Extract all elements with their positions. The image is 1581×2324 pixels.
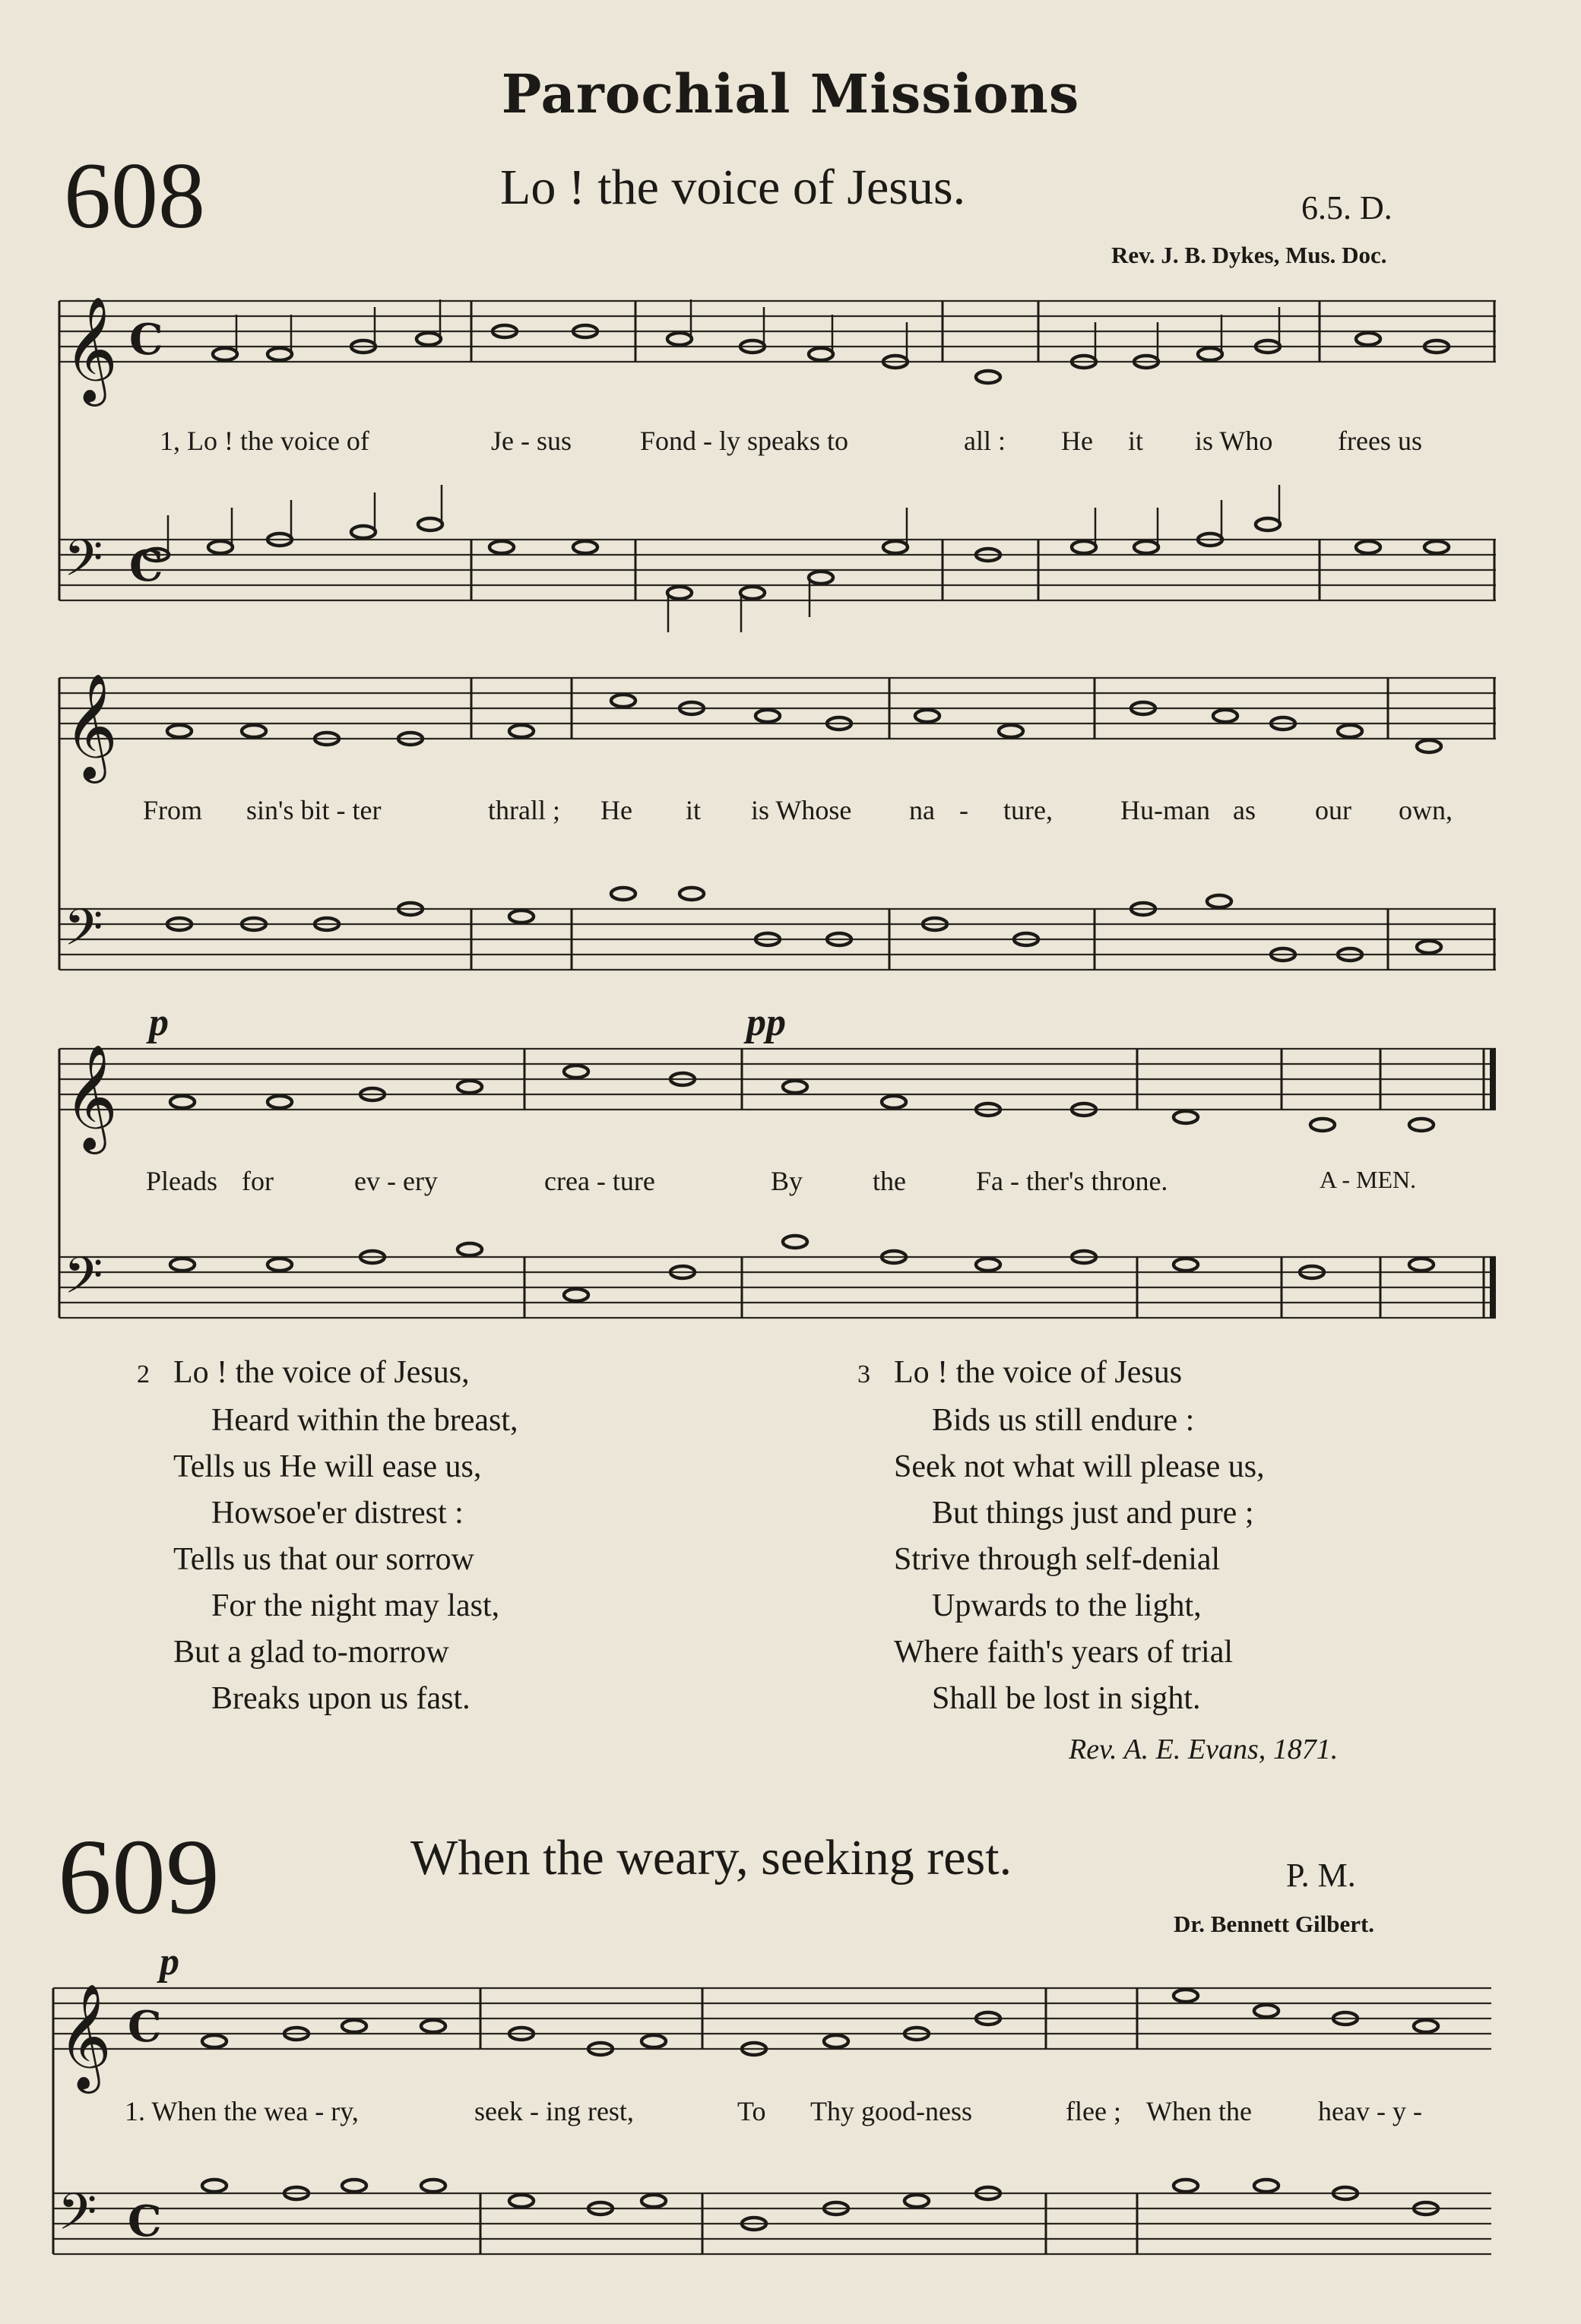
lyric-609-0: 1. When the wea - ry, <box>125 2096 359 2126</box>
lyric-s2-6: na <box>909 795 935 825</box>
verse-2-line: For the night may last, <box>211 1588 500 1623</box>
hymn-608-composer: Rev. J. B. Dykes, Mus. Doc. <box>1111 242 1387 268</box>
lyric-s2-7: - <box>959 795 968 825</box>
dynamic-piano: p <box>149 1001 169 1044</box>
dynamic-pianissimo: pp <box>746 1001 786 1044</box>
page-heading: Parochial Missions <box>501 62 1080 125</box>
verse-2-line: Heard within the breast, <box>211 1403 518 1438</box>
lyric-609-5: When the <box>1146 2096 1252 2126</box>
lyric-s3-2: ev - ery <box>354 1166 438 1196</box>
verse-3-line: Shall be lost in sight. <box>932 1681 1201 1716</box>
lyric-609-1: seek - ing rest, <box>474 2096 634 2126</box>
svg-text:𝄢: 𝄢 <box>58 2183 97 2253</box>
system-1-notes <box>144 299 1449 632</box>
hymn-608-number: 608 <box>64 144 205 248</box>
svg-text:C: C <box>128 2196 162 2246</box>
lyric-s1-4: He <box>1061 426 1093 456</box>
lyric-s3-1: for <box>242 1166 274 1196</box>
lyric-s2-3: He <box>600 795 632 825</box>
verse-2-line: Tells us He will ease us, <box>173 1449 482 1484</box>
verse-2-number: 2 <box>137 1360 150 1388</box>
hymn-609-bass-staff <box>53 2183 1491 2254</box>
hymn-609-title: When the weary, seeking rest. <box>410 1830 1012 1885</box>
lyric-609-2: To <box>737 2096 766 2126</box>
svg-text:𝄞: 𝄞 <box>64 673 118 779</box>
hymn-609-dynamic: p <box>160 1940 179 1984</box>
lyric-s3-4: By <box>771 1166 803 1196</box>
verse-3-line: Bids us still endure : <box>932 1403 1195 1438</box>
lyric-s2-5: is Whose <box>751 795 852 825</box>
verse-3-line: Seek not what will please us, <box>894 1449 1265 1484</box>
system-1-bass-staff <box>59 529 1496 600</box>
lyric-609-4: flee ; <box>1066 2096 1121 2126</box>
verse-2-line: Breaks upon us fast. <box>211 1681 470 1716</box>
lyric-s2-8: ture, <box>1003 795 1053 825</box>
system-2-notes <box>167 695 1441 961</box>
svg-text:C: C <box>129 541 163 591</box>
verse-3-line: Lo ! the voice of Jesus <box>894 1355 1183 1390</box>
lyric-s1-7: frees us <box>1338 426 1422 456</box>
lyric-s1-3: all : <box>964 426 1006 456</box>
svg-text:C: C <box>128 2002 162 2052</box>
lyric-s3-5: the <box>873 1166 906 1196</box>
verse-3 <box>857 1350 1265 1722</box>
verse-2-line: Howsoe'er distrest : <box>211 1496 464 1531</box>
hymn-608-meter: 6.5. D. <box>1301 189 1392 226</box>
svg-text:C: C <box>129 315 163 365</box>
hymn-608-title: Lo ! the voice of Jesus. <box>500 160 966 215</box>
verse-2 <box>137 1350 518 1722</box>
lyric-s2-1: sin's bit - ter <box>246 795 382 825</box>
svg-text:𝄢: 𝄢 <box>64 1246 103 1317</box>
verse-2-line: But a glad to-morrow <box>173 1635 449 1670</box>
verse-2-line: Tells us that our sorrow <box>173 1542 475 1577</box>
lyric-609-6: heav - y - <box>1318 2096 1422 2126</box>
hymn-609-number: 609 <box>58 1816 220 1936</box>
lyric-s3-3: crea - ture <box>544 1166 655 1196</box>
svg-text:𝄢: 𝄢 <box>64 898 103 969</box>
svg-text:𝄞: 𝄞 <box>64 1044 118 1150</box>
verse-3-line: Where faith's years of trial <box>894 1635 1234 1670</box>
verse-3-line: Strive through self-denial <box>894 1542 1221 1577</box>
svg-text:𝄢: 𝄢 <box>64 529 103 600</box>
lyric-s3-0: Pleads <box>146 1166 217 1196</box>
lyric-s2-2: thrall ; <box>488 795 560 825</box>
lyric-s2-4: it <box>686 795 702 825</box>
lyric-s1-2: Fond - ly speaks to <box>640 426 848 456</box>
system-1-treble-staff <box>59 296 1496 407</box>
verse-3-line: Upwards to the light, <box>932 1588 1202 1623</box>
lyric-s2-12: own, <box>1399 795 1453 825</box>
verse-2-line: Lo ! the voice of Jesus, <box>173 1355 470 1390</box>
lyric-s1-0: 1, Lo ! the voice of <box>160 426 369 456</box>
verse-3-number: 3 <box>857 1360 870 1388</box>
hymn-609-meter: P. M. <box>1286 1857 1356 1894</box>
lyric-609-3: Thy good-ness <box>810 2096 972 2126</box>
lyric-s2-9: Hu-man <box>1120 795 1210 825</box>
hymn-609-composer: Dr. Bennett Gilbert. <box>1174 1911 1375 1937</box>
lyric-s1-1: Je - sus <box>491 426 572 456</box>
hymn-608-author: Rev. A. E. Evans, 1871. <box>1069 1734 1339 1765</box>
lyric-s3-7: A - MEN. <box>1320 1166 1417 1193</box>
lyric-s1-5: it <box>1128 426 1144 456</box>
lyric-s1-6: is Who <box>1195 426 1273 456</box>
lyric-s3-6: Fa - ther's throne. <box>976 1166 1168 1196</box>
verse-3-line: But things just and pure ; <box>932 1496 1254 1531</box>
svg-text:𝄞: 𝄞 <box>64 296 118 402</box>
svg-text:𝄞: 𝄞 <box>58 1984 112 2089</box>
lyric-s2-11: our <box>1315 795 1351 825</box>
hymn-609-treble-staff <box>53 1984 1491 2094</box>
lyric-s2-0: From <box>143 795 203 825</box>
lyric-s2-10: as <box>1233 795 1256 825</box>
